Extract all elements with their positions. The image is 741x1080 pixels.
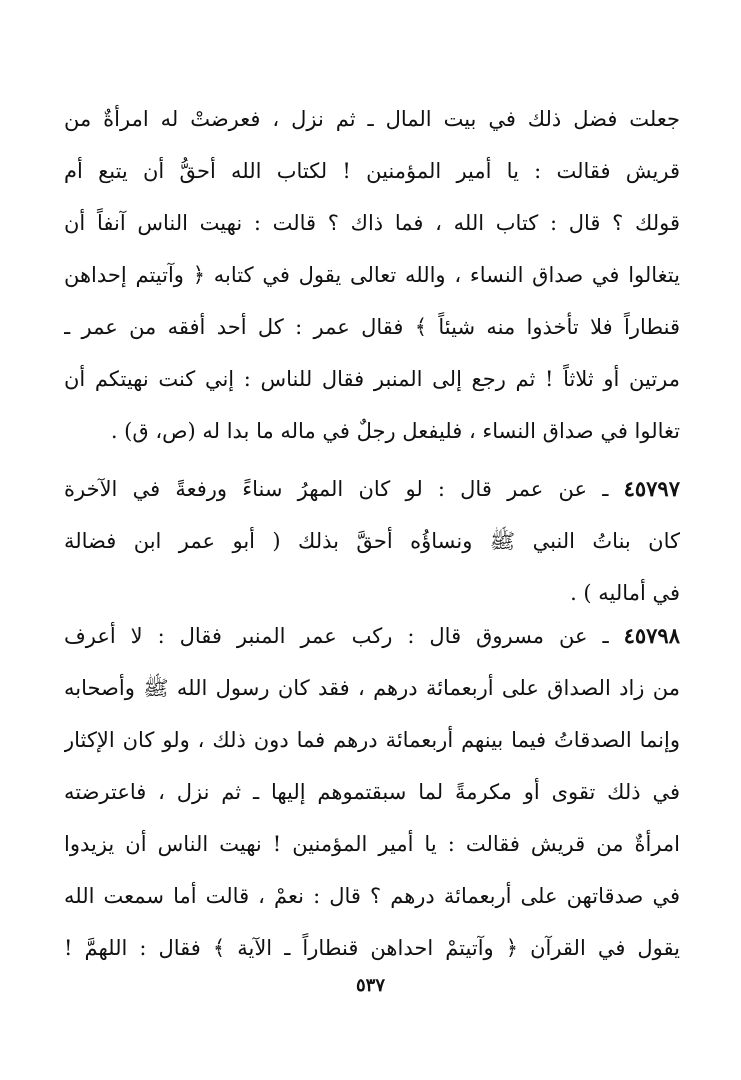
hadith-entry-45798 [64, 610, 680, 974]
hadith-number: ٤٥٧٩٨ [623, 623, 680, 648]
text-line-first [64, 463, 680, 515]
text-line: يتغالوا في صداق النساء ، والله تعالى يقول في كتابه ﴿ وآتيتم إحداهن [64, 263, 680, 287]
text-line: مرتين أو ثلاثاً ! ثم رجع إلى المنبر فقال للناس : إني كنت نهيتكم أن [64, 367, 680, 391]
text-line: في أماليه ) . [570, 581, 680, 605]
text-line: ـ عن مسروق قال : ركب عمر المنبر فقال : لا أعرف [64, 624, 609, 648]
text-line: قريش فقالت : يا أمير المؤمنين ! لكتاب الله أحقُّ أن يتبع أم [64, 159, 680, 183]
text-line: جعلت فضل ذلك في بيت المال ـ ثم نزل ، فعرضتْ له امرأةٌ من [64, 107, 680, 131]
text-line: في صدقاتهن على أربعمائة درهم ؟ قال : نعمْ ، قالت أما سمعت الله [64, 884, 680, 908]
text-line: امرأةٌ من قريش فقالت : يا أمير المؤمنين ! نهيت الناس أن يزيدوا [64, 832, 680, 856]
text-line: في ذلك تقوى أو مكرمةً لما سبقتموهم إليها ـ ثم نزل ، فاعترضته [64, 780, 680, 804]
hadith-entry-45797 [64, 463, 680, 619]
text-line: وإنما الصدقاتُ فيما بينهم أربعمائة درهم فما دون ذلك ، ولو كان الإكثار [64, 728, 680, 752]
text-line: يقول في القرآن ﴿ وآتيتمْ احداهن قنطاراً ـ الآية ﴾ فقال : اللهمَّ ! [64, 936, 680, 960]
text-line: قنطاراً فلا تأخذوا منه شيئاً ﴾ فقال عمر : كل أحد أفقه من عمر ـ [64, 315, 680, 339]
text-line: قولك ؟ قال : كتاب الله ، فما ذاك ؟ قالت : نهيت الناس آنفاً أن [64, 211, 680, 235]
text-line: تغالوا في صداق النساء ، فليفعل رجلٌ في ماله ما بدا له (ص، ق) . [110, 419, 680, 443]
text-line: ـ عن عمر قال : لو كان المهرُ سناءً ورفعةً في الآخرة [64, 477, 609, 501]
text-line-first [64, 610, 680, 662]
hadith-number: ٤٥٧٩٧ [623, 476, 680, 501]
text-line: كان بناتُ النبي ﷺ ونساؤُه أحقَّ بذلك ( أبو عمر ابن فضالة [64, 529, 680, 553]
text-line: من زاد الصداق على أربعمائة درهم ، فقد كان رسول الله ﷺ وأصحابه [64, 676, 680, 700]
page-number: ٥٣٧ [355, 975, 385, 996]
paragraph-continuation [64, 93, 680, 457]
